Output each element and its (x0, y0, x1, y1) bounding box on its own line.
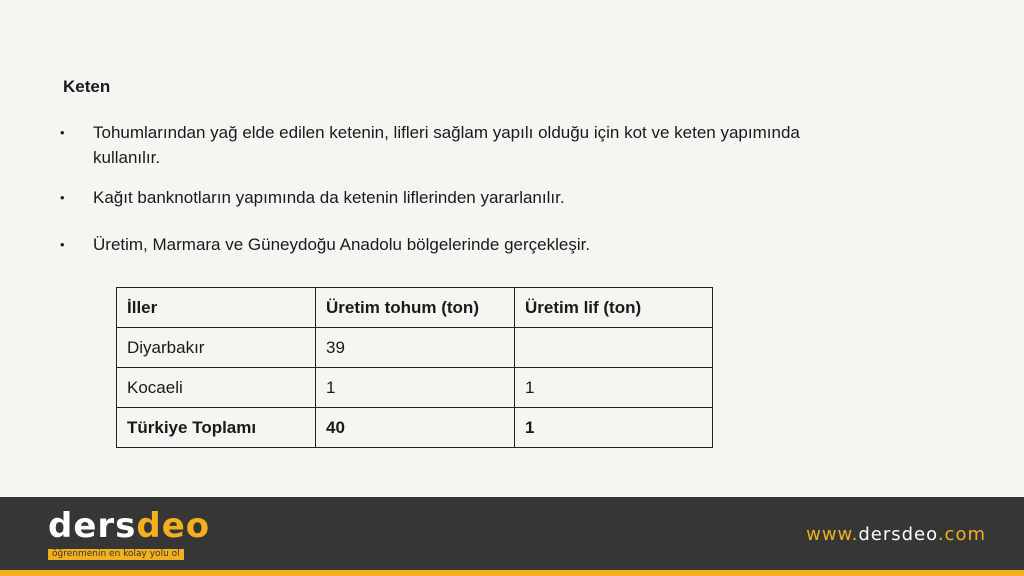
site-name: dersdeo (858, 524, 938, 545)
footer-bar (0, 497, 1024, 576)
logo-part-deo: deo (136, 506, 211, 546)
website-link[interactable] (806, 524, 986, 545)
table-header-cell: Üretim tohum (ton) (316, 288, 515, 328)
logo-tagline: öğrenmenin en kolay yolu ol (48, 549, 184, 560)
bullet-icon: • (60, 190, 65, 205)
bullet-icon: • (60, 237, 65, 252)
table-cell: Diyarbakır (117, 328, 316, 368)
table-cell: 1 (515, 408, 713, 448)
table-header-cell: Üretim lif (ton) (515, 288, 713, 328)
table-cell: 39 (316, 328, 515, 368)
logo-wordmark (48, 506, 211, 546)
footer-accent-stripe (0, 570, 1024, 576)
bullet-item (60, 185, 860, 210)
dersdeo-logo (48, 506, 211, 559)
table-header-cell: İller (117, 288, 316, 328)
table-cell: 40 (316, 408, 515, 448)
table-cell: 1 (515, 368, 713, 408)
table-cell: 1 (316, 368, 515, 408)
bullet-item (60, 232, 860, 257)
table-row (117, 328, 713, 368)
table-cell: Türkiye Toplamı (117, 408, 316, 448)
site-suffix: .com (937, 524, 986, 545)
bullet-item (60, 120, 860, 170)
table-row (117, 368, 713, 408)
section-heading: Keten (63, 77, 111, 96)
table-cell: Kocaeli (117, 368, 316, 408)
table-header-row (117, 288, 713, 328)
bullet-list (60, 120, 860, 257)
logo-part-ders: ders (48, 506, 137, 546)
bullet-text: Üretim, Marmara ve Güneydoğu Anadolu bölgelerinde gerçekleşir. (93, 235, 591, 254)
bullet-text: Tohumlarından yağ elde edilen ketenin, lifleri sağlam yapılı olduğu için kot ve keten yapımında kullanılır. (93, 123, 800, 167)
site-prefix: www. (806, 524, 859, 545)
bullet-text: Kağıt banknotların yapımında da ketenin liflerinden yararlanılır. (93, 188, 565, 207)
table-cell (515, 328, 713, 368)
bullet-icon: • (60, 125, 65, 140)
table-total-row (117, 408, 713, 448)
production-table (116, 287, 713, 448)
